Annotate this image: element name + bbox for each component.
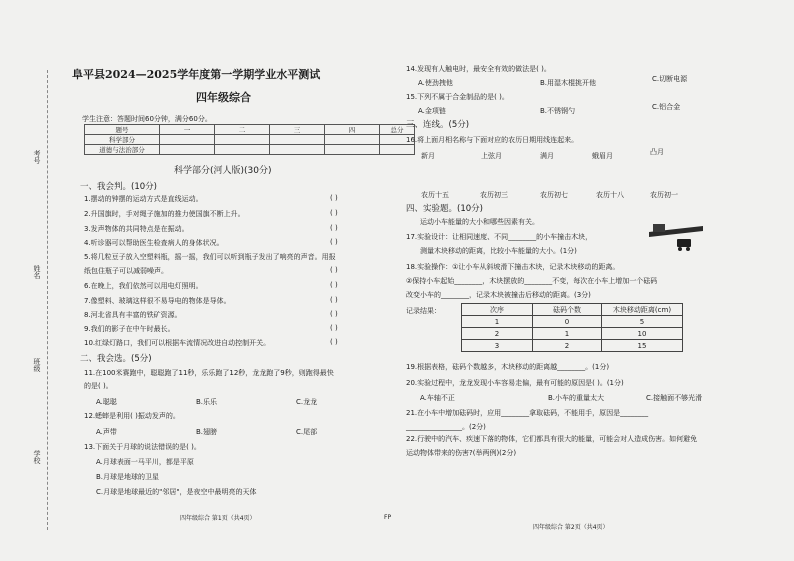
record-header: 次序	[462, 304, 533, 316]
record-cell: 1	[462, 316, 533, 328]
moon-name-2[interactable]: 上弦月	[481, 152, 502, 160]
exam-subtitle: 四年级综合	[196, 91, 251, 104]
record-cell: 1	[533, 328, 602, 340]
moon-name-3[interactable]: 满月	[540, 152, 554, 160]
score-cell[interactable]	[325, 145, 380, 155]
score-cell[interactable]	[160, 145, 215, 155]
question-18-b: ②保持小车起始________，木块摆放的________不变，每次在小车上增加一个砝码	[406, 277, 658, 285]
judge-answer-8[interactable]: ( )	[330, 310, 338, 318]
page-footer-left: 四年级综合 第1页（共4页）	[180, 515, 256, 522]
score-header: 二	[215, 125, 270, 135]
question-17-cont: 测量木块移动的距离，比较小车能量的大小。(1分)	[420, 247, 577, 255]
q15-option-c[interactable]: C.铝合金	[652, 103, 681, 111]
q11-option-c[interactable]: C.龙龙	[296, 398, 318, 406]
record-row	[462, 316, 683, 328]
judge-1: 1.摆动的钟摆的运动方式是直线运动。	[84, 195, 203, 203]
record-cell: 0	[533, 316, 602, 328]
q13-option-c[interactable]: C.月球是地球最近的"邻居"，是夜空中最明亮的天体	[96, 488, 257, 496]
q14-option-a[interactable]: A.使劲拽他	[418, 79, 453, 87]
judge-answer-3[interactable]: ( )	[330, 224, 338, 232]
score-table	[84, 124, 415, 155]
score-cell[interactable]	[380, 145, 415, 155]
judge-3: 3.发声物体的共同特点是在振动。	[84, 225, 189, 233]
judge-5: 5.将几粒豆子放入空塑料瓶，摇一摇，我们可以听到瓶子发出了响亮的声音。用报	[84, 253, 336, 261]
record-table	[461, 303, 683, 352]
score-row-label: 科学部分	[85, 135, 160, 145]
q20-option-b[interactable]: B.小车的重量太大	[548, 394, 605, 402]
score-cell[interactable]	[325, 135, 380, 145]
score-cell[interactable]	[215, 135, 270, 145]
part-title: 科学部分(河人版)(30分)	[174, 166, 272, 176]
judge-answer-7[interactable]: ( )	[330, 296, 338, 304]
q15-option-b[interactable]: B.不锈钢勺	[540, 107, 576, 115]
question-15: 15.下列不属于合金制品的是( )。	[406, 93, 509, 101]
question-21: 21.在小车中增加砝码时，应用________拿取砝码，不能用手，原因是________	[406, 409, 649, 417]
score-header: 总分	[380, 125, 415, 135]
judge-answer-2[interactable]: ( )	[330, 209, 338, 217]
side-label-exam-no: 考号	[33, 150, 41, 164]
record-label: 记录结果：	[406, 307, 441, 315]
center-mark: FP	[384, 514, 392, 521]
score-cell[interactable]	[270, 145, 325, 155]
question-11: 11.在100米赛跑中，聪聪跑了11秒，乐乐跑了12秒，龙龙跑了9秒，则跑得最快	[84, 369, 334, 377]
score-row-label: 道德与法治部分	[85, 145, 160, 155]
lunar-date-3[interactable]: 农历初七	[540, 191, 568, 199]
section-4-title: 四、实验题。(10分)	[406, 204, 483, 214]
judge-9: 9.我们的影子在中午时最长。	[84, 325, 175, 333]
q12-option-a[interactable]: A.声带	[96, 428, 117, 436]
cart-ramp-illustration-icon	[647, 222, 705, 252]
moon-name-1[interactable]: 新月	[421, 152, 435, 160]
exam-title: 阜平县2024—2025学年度第一学期学业水平测试	[72, 68, 321, 81]
record-cell: 3	[462, 340, 533, 352]
record-row	[462, 328, 683, 340]
q12-option-b[interactable]: B.翅膀	[196, 428, 218, 436]
section-1-title: 一、我会判。(10分)	[80, 182, 157, 192]
q13-option-b[interactable]: B.月球是地球的卫星	[96, 473, 160, 481]
section-3-title: 三、连线。(5分)	[406, 120, 470, 130]
question-22-cont: 运动物体带来的伤害?(举两例)(2分)	[406, 449, 517, 457]
score-cell[interactable]	[160, 135, 215, 145]
score-table-header-row	[85, 125, 415, 135]
experiment-intro: 运动小车能量的大小和哪些因素有关。	[420, 218, 539, 226]
record-cell: 15	[602, 340, 683, 352]
judge-answer-4[interactable]: ( )	[330, 238, 338, 246]
question-14: 14.发现有人触电时，最安全有效的做法是( )。	[406, 65, 551, 73]
q11-option-a[interactable]: A.聪聪	[96, 398, 117, 406]
lunar-date-5[interactable]: 农历初一	[650, 191, 678, 199]
side-label-school: 学校	[33, 450, 41, 464]
question-18-c: 改变小车的________，记录木块被撞击后移动的距离。(3分)	[406, 291, 591, 299]
question-21-cont: ________________。(2分)	[406, 423, 486, 431]
judge-5-cont: 纸包住瓶子可以减弱噪声。	[84, 267, 168, 275]
score-header: 四	[325, 125, 380, 135]
judge-answer-5[interactable]: ( )	[330, 266, 338, 274]
question-13: 13.下面关于月球的说法错误的是( )。	[84, 443, 201, 451]
q13-option-a[interactable]: A.月球表面一马平川，都是平原	[96, 458, 194, 466]
judge-answer-6[interactable]: ( )	[330, 281, 338, 289]
q20-option-c[interactable]: C.接触面不够光滑	[646, 394, 703, 402]
score-cell[interactable]	[270, 135, 325, 145]
judge-answer-1[interactable]: ( )	[330, 194, 338, 202]
score-cell[interactable]	[215, 145, 270, 155]
question-12: 12.蟋蟀是利用( )振动发声的。	[84, 412, 180, 420]
q12-option-c[interactable]: C.尾部	[296, 428, 318, 436]
moon-name-5[interactable]: 凸月	[650, 148, 664, 156]
side-label-class: 班级	[33, 358, 41, 372]
record-header-row	[462, 304, 683, 316]
question-19: 19.根据表格，砝码个数越多，木块移动的距离越________。(1分)	[406, 363, 610, 371]
judge-8: 8.河北省具有丰富的铁矿资源。	[84, 311, 182, 319]
moon-name-4[interactable]: 蛾眉月	[592, 152, 613, 160]
judge-10: 10.红绿灯路口，我们可以根据车流情况改进自动控制开关。	[84, 339, 271, 347]
page-footer-right: 四年级综合 第2页（共4页）	[533, 524, 609, 531]
binding-line	[47, 70, 48, 530]
q15-option-a[interactable]: A.金项链	[418, 107, 446, 115]
record-cell: 2	[533, 340, 602, 352]
judge-7: 7.像塑料、玻璃这样很不易导电的物体是导体。	[84, 297, 231, 305]
record-cell: 2	[462, 328, 533, 340]
question-11-cont: 的是( )。	[84, 382, 113, 390]
score-header: 一	[160, 125, 215, 135]
record-cell: 5	[602, 316, 683, 328]
judge-6: 6.在晚上，我们依然可以用电灯照明。	[84, 282, 203, 290]
score-table-row	[85, 145, 415, 155]
judge-2: 2.升国旗时，手对绳子施加的推力使国旗不断上升。	[84, 210, 245, 218]
q11-option-b[interactable]: B.乐乐	[196, 398, 218, 406]
record-cell: 10	[602, 328, 683, 340]
record-header: 木块移动距离(cm)	[602, 304, 683, 316]
side-label-name: 姓名	[33, 265, 41, 279]
lunar-date-1[interactable]: 农历十五	[421, 191, 449, 199]
q14-option-b[interactable]: B.用湿木棍挑开他	[540, 79, 597, 87]
score-table-row	[85, 135, 415, 145]
record-header: 砝码个数	[533, 304, 602, 316]
judge-answer-9[interactable]: ( )	[330, 324, 338, 332]
question-18: 18.实验操作：①让小车从斜坡滑下撞击木块，记录木块移动的距离。	[406, 263, 620, 271]
lunar-date-4[interactable]: 农历十八	[596, 191, 624, 199]
score-header: 三	[270, 125, 325, 135]
q20-option-a[interactable]: A.车轴不正	[420, 394, 455, 402]
question-16: 16.将上面月相名称与下面对应的农历日期用线连起来。	[406, 136, 579, 144]
judge-answer-10[interactable]: ( )	[330, 338, 338, 346]
score-header: 题号	[85, 125, 160, 135]
lunar-date-2[interactable]: 农历初三	[480, 191, 508, 199]
record-row	[462, 340, 683, 352]
question-20: 20.实验过程中，龙龙发现小车容易走偏，最有可能的原因是( )。(1分)	[406, 379, 624, 387]
section-2-title: 二、我会选。(5分)	[80, 354, 152, 364]
question-17: 17.实验设计：让相同速度、不同________的小车撞击木块，	[406, 233, 593, 241]
student-note: 学生注意：答题时间60分钟，满分60分。	[82, 115, 212, 123]
q14-option-c[interactable]: C.切断电源	[652, 75, 688, 83]
question-22: 22.行驶中的汽车、疾速下落的物体，它们都具有很大的能量，可能会对人造成伤害。如何避免	[406, 435, 698, 443]
judge-4: 4.听诊器可以帮助医生检查病人的身体状况。	[84, 239, 224, 247]
